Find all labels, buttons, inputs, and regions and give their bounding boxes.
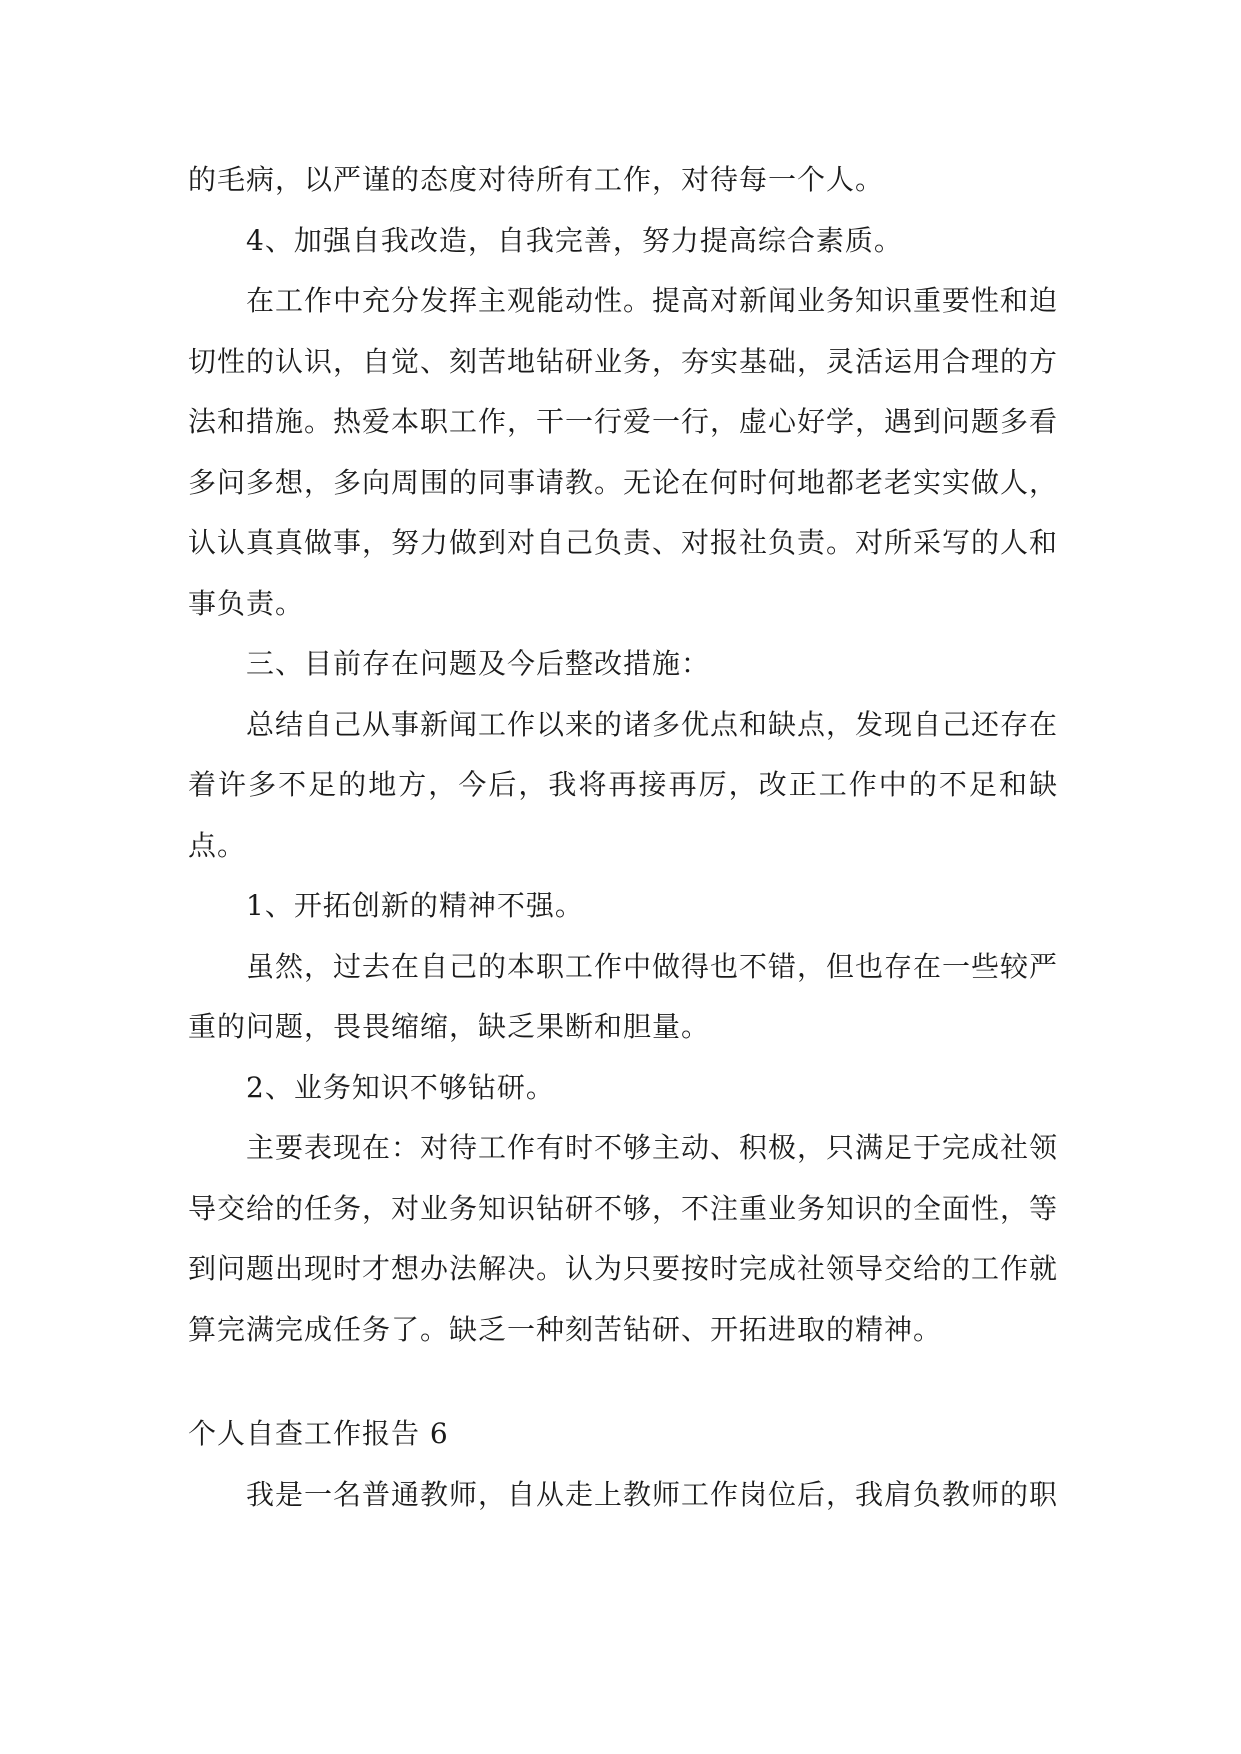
document-body (188, 150, 1058, 1525)
paragraph-item-1-detail: 虽然，过去在自己的本职工作中做得也不错，但也存在一些较严重的问题，畏畏缩缩，缺乏果断和胆量。 (188, 949, 1059, 1043)
paragraph-summary: 总结自己从事新闻工作以来的诸多优点和缺点，发现自己还存在着许多不足的地方，今后，我将再接再厉，改正工作中的不足和缺点。 (188, 707, 1059, 862)
section-spacer (188, 1360, 1058, 1404)
paragraph-item-2-detail: 主要表现在：对待工作有时不够主动、积极，只满足于完成社领导交给的任务，对业务知识钻研不够，不注重业务知识的全面性，等到问题出现时才想办法解决。认为只要按时完成社领导交给的工作就算完满完成任务了。缺乏一种刻苦钻研、开拓进取的精神。 (188, 1131, 1059, 1346)
section-title: 个人自查工作报告 6 (188, 1417, 449, 1450)
paragraph-item-2: 2、业务知识不够钻研。 (246, 1070, 555, 1104)
paragraph-section-three: 三、目前存在问题及今后整改措施： (246, 647, 711, 680)
paragraph-item-1: 1、开拓创新的精神不强。 (246, 889, 584, 922)
paragraph-item-4: 4、加强自我改造，自我完善，努力提高综合素质。 (246, 223, 903, 257)
paragraph-initiative: 在工作中充分发挥主观能动性。提高对新闻业务知识重要性和迫切性的认识，自觉、刻苦地钻研业务，夯实基础，灵活运用合理的方法和措施。热爱本职工作，干一行爱一行，虚心好学，遇到问题多看多问多想，多向周围的同事请教。无论在何时何地都老老实实做人，认认真真做事，努力做到对自己负责、对报社负责。对所采写的人和事负责。 (188, 284, 1059, 620)
paragraph-teacher-intro: 我是一名普通教师，自从走上教师工作岗位后，我肩负教师的职 (246, 1477, 1059, 1511)
paragraph-continuation: 的毛病，以严谨的态度对待所有工作，对待每一个人。 (188, 163, 885, 196)
